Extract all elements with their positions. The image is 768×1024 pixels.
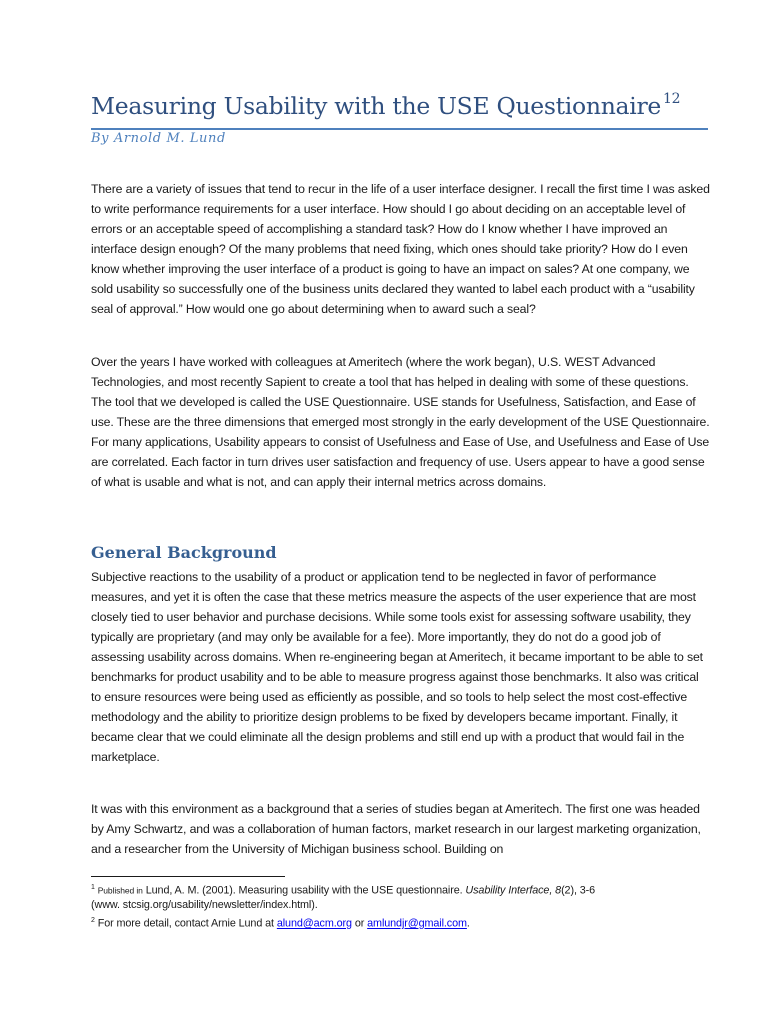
footnote-issue-pages: (2), 3-6 (561, 884, 596, 897)
body-paragraph: There are a variety of issues that tend to recur in the life of a user interface designer. I recall the first time I was asked to write performance requirements for a user interface. How should I go about deciding on an acceptable level of errors or an acceptable speed of accomplishing a standard task? How do I know whether I have improved an interface design enough? Of the many problems that need fixing, which ones should take priority? How do I even know whether improving the user interface of a product is going to have an impact on sales? At one company, we sold usability so successfully one of the business units declared they wanted to label each product with a “usability seal of approval.” How would one go about determining when to award such a seal? (91, 182, 710, 316)
footnote-number: 1 (91, 884, 95, 891)
title-text: Measuring Usability with the USE Questionnaire (91, 92, 662, 120)
author-byline: By Arnold M. Lund (91, 131, 226, 146)
email-link-gmail[interactable]: amlundjr@gmail.com (367, 917, 467, 930)
footnote-or: or (351, 917, 368, 930)
title-footnote-refs: 12 (663, 91, 681, 108)
footnote-2 (91, 914, 711, 931)
footnote-end: . (466, 917, 470, 930)
footnote-journal: Usability Interface (465, 884, 550, 897)
footnote-prefix: Published in (97, 885, 143, 896)
footnote-separator (91, 876, 285, 877)
email-link-acm[interactable]: alund@acm.org (276, 917, 352, 930)
body-paragraph: Subjective reactions to the usability of a product or application tend to be neglected in favor of performance measures, and yet it is often the case that these metrics measure the aspects of the user experience that are most closely tied to user behavior and purchase decisions. While some tools exist for assessing software usability, they typically are proprietary (and may only be available for a fee). More importantly, they do not do a good job of assessing usability across domains. When re-engineering began at Ameritech, it became important to be able to set benchmarks for product usability and to be able to measure progress against those benchmarks. It also was critical to ensure resources were being used as efficiently as possible, and so tools to help select the most cost-effective methodology and the ability to prioritize design problems to be fixed by developers became important. Finally, it became clear that we could eliminate all the design problems and still end up with a product that would fail in the marketplace. (91, 570, 703, 764)
title-underline-rule (91, 128, 708, 130)
document-title (91, 92, 711, 120)
body-paragraph: Over the years I have worked with colleagues at Ameritech (where the work began), U.S. WEST Advanced Technologies, and most recently Sapient to create a tool that has helped in dealing with some of these questions. The tool that we developed is called the USE Questionnaire. USE stands for Usefulness, Satisfaction, and Ease of use. These are the three dimensions that emerged most strongly in the early development of the USE Questionnaire. For many applications, Usability appears to consist of Usefulness and Ease of Use, and Usefulness and Ease of Use are correlated. Each factor in turn drives user satisfaction and frequency of use. Users appear to have a good sense of what is usable and what is not, and can apply their internal metrics across domains. (91, 355, 710, 489)
footnote-volume: , 8 (549, 884, 562, 897)
footnote-citation: Lund, A. M. (2001). Measuring usability with the USE questionnaire. (142, 884, 466, 897)
footnote-1 (91, 881, 711, 912)
footnote-text: For more detail, contact Arnie Lund at (94, 917, 277, 930)
body-paragraph: It was with this environment as a background that a series of studies began at Ameritech. The first one was headed by Amy Schwartz, and was a collaboration of human factors, market research in our largest marketing organization, and a researcher from the University of Michigan business school. Building on (91, 802, 701, 856)
section-heading: General Background (91, 543, 277, 562)
footnote-url: (www. stcsig.org/usability/newsletter/index.html). (91, 898, 318, 911)
footnote-number: 2 (91, 917, 95, 924)
